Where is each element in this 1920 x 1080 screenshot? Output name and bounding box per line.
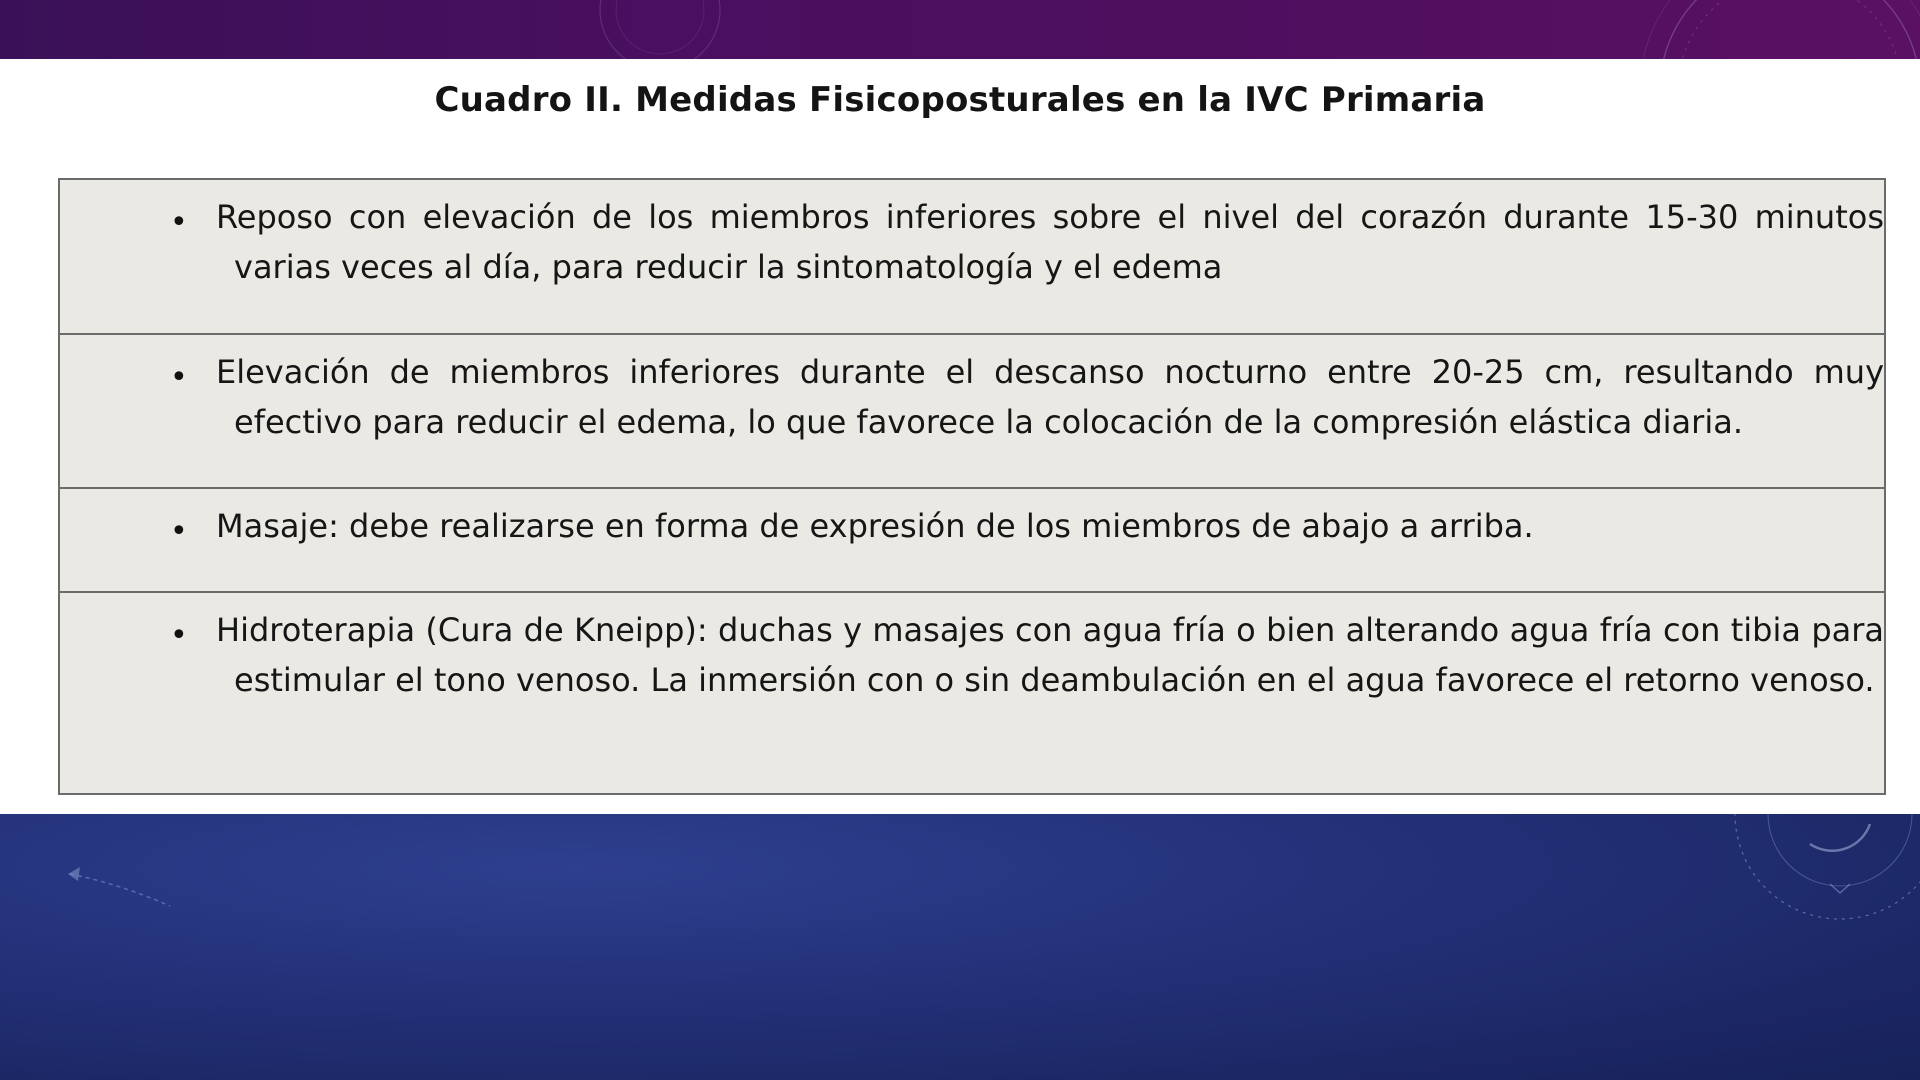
top-decorative-band <box>0 0 1920 59</box>
bottom-decorative-band <box>0 814 1920 1080</box>
circle-ornament-icon <box>0 0 1920 59</box>
table-title: Cuadro II. Medidas Fisicoposturales en la IVC Primaria <box>434 80 1486 120</box>
bullet-icon: • <box>170 514 188 549</box>
table-row <box>60 180 1884 335</box>
bullet-icon: • <box>170 360 188 395</box>
row-text: Masaje: debe realizarse en forma de expresión de los miembros de abajo a arriba. <box>216 507 1534 545</box>
table-row <box>60 593 1884 793</box>
table-row <box>60 489 1884 593</box>
row-text: Elevación de miembros inferiores durante el descanso nocturno entre 20-25 cm, resultando muy efectivo para reducir el edema, lo que favorece la colocación de la compresión elástica diaria. <box>216 353 1884 441</box>
table-row <box>60 335 1884 489</box>
bullet-icon: • <box>170 618 188 653</box>
row-text: Hidroterapia (Cura de Kneipp): duchas y masajes con agua fría o bien alterando agua fría con tibia para estimular el tono venoso. La inmersión con o sin deambulación en el agua favorece el retorno venoso. <box>216 611 1884 699</box>
bullet-icon: • <box>170 205 188 240</box>
row-text: Reposo con elevación de los miembros inferiores sobre el nivel del corazón durante 15-30 minutos varias veces al día, para reducir la sintomatología y el edema <box>216 198 1884 286</box>
measures-table <box>58 178 1886 795</box>
arc-ornament-icon <box>0 814 1920 1080</box>
